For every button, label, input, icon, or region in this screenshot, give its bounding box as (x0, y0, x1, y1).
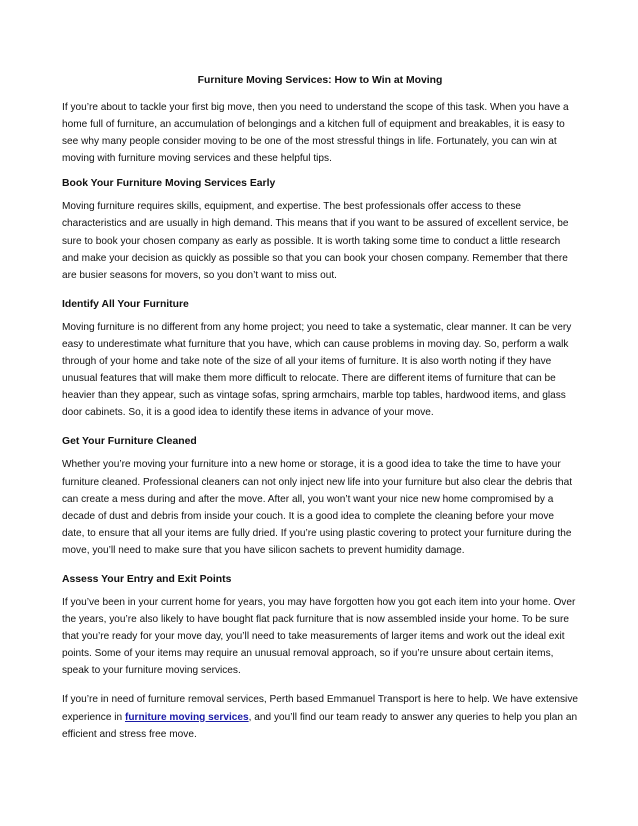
section-heading: Book Your Furniture Moving Services Early (62, 178, 276, 190)
document-title: Furniture Moving Services: How to Win at Moving (197, 75, 443, 86)
section-body: Whether you’re moving your furniture into a new home or storage, it is a good idea to take the time to have your furniture cleaned. Professional cleaners can not only inject new life into your furniture but also clear the debris that can create a mess during and after the move. After all, you won’t want your nice new home compromised by a decade of dust and debris from inside your couch. It is a good idea to complete the cleaning before your move date, to ensure that all your items are fully dried. If you’re using plastic covering to protect your furniture during the move, you’ll need to make sure that you have silicon sachets to prevent humidity damage. (62, 459, 573, 556)
closing-text-after: , and you’ll find our team ready to answer any queries to help you plan an efficient and stress free move. (62, 711, 578, 740)
section-body: Moving furniture is no different from any home project; you need to take a systematic, clear manner. It can be very easy to underestimate what furniture that you have, which can cause problems in moving day. So, perform a walk through of your home and take note of the size of all your items of furniture. It is also worth noting if they have unusual features that will make them more difficult to relocate. There are different items of furniture that can be heavier than they appear, such as vintage sofas, spring armchairs, marble top tables, hardwood items, and glass door cabinets. So, it is a good idea to identify these items in advance of your move. (62, 321, 572, 419)
section-heading: Identify All Your Furniture (62, 298, 189, 310)
closing-paragraph (62, 691, 578, 742)
section-furniture-cleaned (62, 433, 578, 559)
section-entry-exit (62, 571, 578, 679)
section-book-early (62, 175, 578, 283)
section-body: Moving furniture requires skills, equipment, and expertise. The best professionals offer access to these characteristics and are usually in high demand. This means that if you want to be assured of excellent service, be sure to book your chosen company as early as possible. It is worth taking some time to conduct a little research and make your decision as quickly as possible so that you can book your chosen company. Remember that there are busier seasons for movers, so you don’t want to miss out. (62, 201, 569, 281)
section-identify-furniture (62, 296, 578, 422)
intro-paragraph: If you’re about to tackle your first big move, then you need to understand the scope of this task. When you have a home full of furniture, an accumulation of belongings and a kitchen full of equipment and breakables, it is easy to see why many people consider moving to be one of the most stressful things in life. Fortunately, you can win at moving with furniture moving services and these helpful tips. (62, 102, 569, 165)
section-heading: Assess Your Entry and Exit Points (62, 573, 232, 585)
furniture-moving-services-link[interactable]: furniture moving services (124, 711, 249, 723)
section-body: If you’ve been in your current home for years, you may have forgotten how you got each item into your home. Over the years, you’re also likely to have bought flat pack furniture that is now assembled inside your home. To be sure that you’re ready for your move day, you’ll need to take measurements of larger items and work out the ideal exit points. Some of your items may require an unusual removal approach, so if you’re unsure about certain items, speak to your furniture moving services. (62, 596, 576, 677)
closing-text-before: If you’re in need of furniture removal services, Perth based Emmanuel Transport is here to help. We have extensive experience in (62, 694, 578, 723)
section-heading: Get Your Furniture Cleaned (62, 436, 197, 448)
